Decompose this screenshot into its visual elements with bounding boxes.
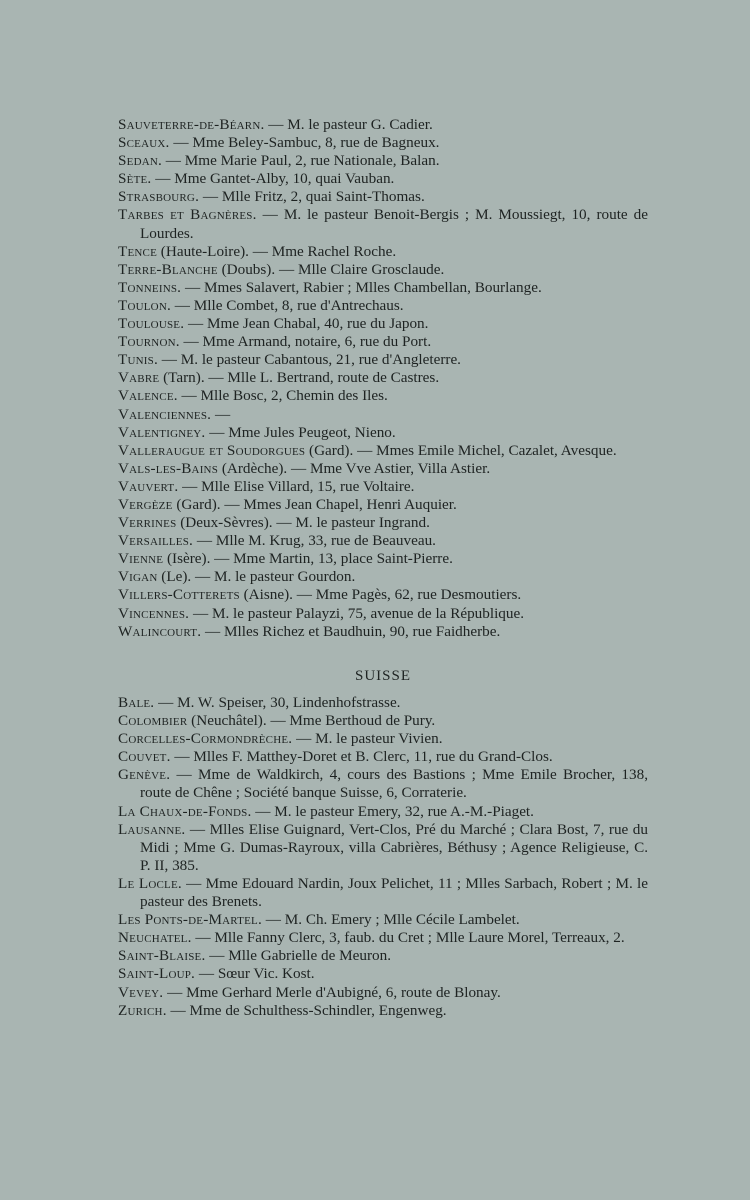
- directory-entry: [118, 929, 648, 947]
- directory-entry: [118, 605, 648, 623]
- place-name: Tournon.: [118, 333, 180, 351]
- directory-entry: [118, 947, 648, 965]
- directory-entry: [118, 116, 648, 134]
- entry-contact: — Mlle Bosc, 2, Chemin des Iles.: [177, 387, 388, 405]
- directory-entry: [118, 568, 648, 586]
- entry-contact: (Le). — M. le pasteur Gourdon.: [157, 568, 356, 586]
- entry-contact: (Isère). — Mme Martin, 13, place Saint-Pierre.: [163, 550, 453, 568]
- entry-contact: — M. le pasteur Cabantous, 21, rue d'Angleterre.: [157, 351, 461, 369]
- entry-contact: — M. le pasteur Emery, 32, rue A.-M.-Piaget.: [251, 802, 534, 820]
- directory-entry: [118, 496, 648, 514]
- directory-entry: [118, 984, 648, 1002]
- entry-contact: — Mlle Fritz, 2, quai Saint-Thomas.: [199, 188, 425, 206]
- directory-entry: [118, 315, 648, 333]
- entry-contact: (Doubs). — Mlle Claire Grosclaude.: [217, 260, 445, 278]
- entry-contact: — M. W. Speiser, 30, Lindenhofstrasse.: [154, 694, 401, 711]
- entry-contact: — Mlle Elise Villard, 15, rue Voltaire.: [178, 477, 415, 495]
- place-name: Les Ponts-de-Martel.: [118, 911, 262, 929]
- place-name: Terre-Blanche: [118, 260, 218, 278]
- place-name: Vauvert.: [118, 477, 179, 495]
- place-name: Vigan: [118, 568, 158, 586]
- entry-contact: (Haute-Loire). — Mme Rachel Roche.: [157, 242, 397, 260]
- entry-contact: — Mlle Gabrielle de Meuron.: [205, 947, 392, 965]
- entry-contact: — Mlle M. Krug, 33, rue de Beauveau.: [193, 532, 436, 550]
- directory-entry: [118, 134, 648, 152]
- entry-contact: (Gard). — Mmes Emile Michel, Cazalet, Avesque.: [305, 441, 617, 459]
- directory-entry: [118, 261, 648, 279]
- entry-contact: — M. le pasteur G. Cadier.: [264, 116, 433, 133]
- directory-entry: [118, 297, 648, 315]
- directory-entry: [118, 1002, 648, 1020]
- france-directory-list: [118, 116, 648, 641]
- place-name: Vienne: [118, 550, 164, 568]
- entry-contact: — Mmes Salavert, Rabier ; Mlles Chambellan, Bourlange.: [181, 278, 542, 296]
- place-name: Toulon.: [118, 296, 171, 314]
- directory-entry: [118, 875, 648, 911]
- place-name: Vergèze: [118, 495, 173, 513]
- entry-contact: — Mme Armand, notaire, 6, rue du Port.: [179, 333, 432, 351]
- section-heading-suisse: SUISSE: [354, 668, 412, 684]
- directory-entry: [118, 188, 648, 206]
- place-name: Strasbourg.: [118, 188, 200, 206]
- entry-contact: — Mme Edouard Nardin, Joux Pelichet, 11 ; Mlles Sarbach, Robert ; M. le pasteur des Brenets.: [140, 874, 649, 911]
- place-name: Vabre: [118, 369, 160, 387]
- directory-entry: [118, 821, 648, 875]
- directory-entry: [118, 550, 648, 568]
- place-name: Tence: [118, 242, 157, 260]
- directory-entry: [118, 170, 648, 188]
- entry-contact: (Neuchâtel). — Mme Berthoud de Pury.: [187, 712, 436, 730]
- place-name: Saint-Loup.: [118, 965, 196, 983]
- place-name: Corcelles-Cormondrèche.: [118, 730, 293, 748]
- directory-entry: [118, 442, 648, 460]
- entry-contact: — Mlle Fanny Clerc, 3, faub. du Cret ; Mlle Laure Morel, Terreaux, 2.: [191, 929, 625, 947]
- directory-entry: [118, 514, 648, 532]
- place-name: Genève.: [118, 766, 171, 784]
- entry-contact: — Mme de Schulthess-Schindler, Engenweg.: [166, 1001, 447, 1019]
- place-name: Verrines: [118, 514, 177, 532]
- place-name: Walincourt.: [118, 622, 202, 640]
- entry-contact: (Gard). — Mmes Jean Chapel, Henri Auquier.: [172, 495, 457, 513]
- place-name: Sauveterre-de-Béarn.: [118, 116, 265, 133]
- place-name: Versailles.: [118, 532, 194, 550]
- place-name: Valentigney.: [118, 423, 206, 441]
- place-name: Lausanne.: [118, 820, 186, 838]
- directory-entry: [118, 586, 648, 604]
- place-name: La Chaux-de-Fonds.: [118, 802, 252, 820]
- entry-contact: — Sœur Vic. Kost.: [195, 965, 315, 983]
- suisse-directory-list: [118, 694, 648, 1020]
- directory-entry: [118, 387, 648, 405]
- entry-contact: — Mme Gantet-Alby, 10, quai Vauban.: [151, 170, 395, 188]
- entry-contact: (Tarn). — Mlle L. Bertrand, route de Castres.: [159, 369, 440, 387]
- directory-entry: [118, 730, 648, 748]
- place-name: Valenciennes.: [118, 405, 212, 423]
- place-name: Vincennes.: [118, 604, 190, 622]
- place-name: Sedan.: [118, 152, 162, 170]
- entry-contact: —: [211, 405, 231, 423]
- entry-contact: — Mlles Elise Guignard, Vert-Clos, Pré du Marché ; Clara Bost, 7, rue du Midi ; Mme G. Dumas-Rayroux, villa Cabrières, Béthusy ; Agence Religieuse, C. P. II, 385.: [140, 820, 648, 874]
- directory-entry: [118, 911, 648, 929]
- directory-entry: [118, 424, 648, 442]
- entry-contact: — Mme Gerhard Merle d'Aubigné, 6, route de Blonay.: [163, 983, 501, 1001]
- directory-entry: [118, 965, 648, 983]
- directory-entry: [118, 694, 648, 712]
- entry-contact: — Mlle Combet, 8, rue d'Antrechaus.: [170, 296, 404, 314]
- place-name: Le Locle.: [118, 874, 182, 892]
- place-name: Couvet.: [118, 748, 171, 766]
- place-name: Vals-les-Bains: [118, 459, 219, 477]
- directory-entry: [118, 152, 648, 170]
- entry-contact: — Mme Marie Paul, 2, rue Nationale, Balan.: [162, 152, 440, 170]
- place-name: Toulouse.: [118, 315, 185, 333]
- directory-entry: [118, 460, 648, 478]
- directory-entry: [118, 712, 648, 730]
- place-name: Villers-Cotterets: [118, 586, 240, 604]
- place-name: Bale.: [118, 694, 155, 711]
- place-name: Valleraugue et Soudorgues: [118, 441, 306, 459]
- directory-entry: [118, 369, 648, 387]
- directory-entry: [118, 333, 648, 351]
- place-name: Sète.: [118, 170, 152, 188]
- entry-contact: — M. le pasteur Vivien.: [292, 730, 443, 748]
- directory-entry: [118, 243, 648, 261]
- place-name: Tonneins.: [118, 278, 182, 296]
- entry-contact: — M. le pasteur Palayzi, 75, avenue de la République.: [189, 604, 525, 622]
- directory-entry: [118, 532, 648, 550]
- entry-contact: (Aisne). — Mme Pagès, 62, rue Desmoutiers.: [239, 586, 522, 604]
- place-name: Tarbes et Bagnères.: [118, 206, 257, 224]
- entry-contact: — M. le pasteur Benoit-Bergis ; M. Moussiegt, 10, route de Lourdes.: [140, 206, 648, 242]
- directory-entry: [118, 351, 648, 369]
- entry-contact: — Mme Jean Chabal, 40, rue du Japon.: [184, 315, 429, 333]
- entry-contact: — Mme Jules Peugeot, Nieno.: [205, 423, 396, 441]
- entry-contact: (Ardèche). — Mme Vve Astier, Villa Astier.: [218, 459, 491, 477]
- entry-contact: — Mlles F. Matthey-Doret et B. Clerc, 11, rue du Grand-Clos.: [170, 748, 553, 766]
- directory-entry: [118, 279, 648, 297]
- place-name: Sceaux.: [118, 134, 170, 152]
- place-name: Zurich.: [118, 1001, 167, 1019]
- directory-entry: [118, 623, 648, 641]
- place-name: Saint-Blaise.: [118, 947, 206, 965]
- place-name: Colombier: [118, 712, 188, 730]
- directory-entry: [118, 406, 648, 424]
- directory-entry: [118, 748, 648, 766]
- entry-contact: — Mlles Richez et Baudhuin, 90, rue Faidherbe.: [201, 622, 501, 640]
- directory-entry: [118, 478, 648, 496]
- directory-entry: [118, 766, 648, 802]
- place-name: Tunis.: [118, 351, 158, 369]
- entry-contact: — Mme de Waldkirch, 4, cours des Bastions ; Mme Emile Brocher, 138, route de Chêne ; Société banque Suisse, 6, Corraterie.: [140, 766, 648, 802]
- directory-entry: [118, 803, 648, 821]
- place-name: Vevey.: [118, 983, 164, 1001]
- directory-entry: [118, 206, 648, 242]
- entry-contact: — Mme Beley-Sambuc, 8, rue de Bagneux.: [169, 134, 440, 152]
- place-name: Neuchatel.: [118, 929, 192, 947]
- entry-contact: (Deux-Sèvres). — M. le pasteur Ingrand.: [176, 514, 430, 532]
- entry-contact: — M. Ch. Emery ; Mlle Cécile Lambelet.: [261, 911, 520, 929]
- place-name: Valence.: [118, 387, 178, 405]
